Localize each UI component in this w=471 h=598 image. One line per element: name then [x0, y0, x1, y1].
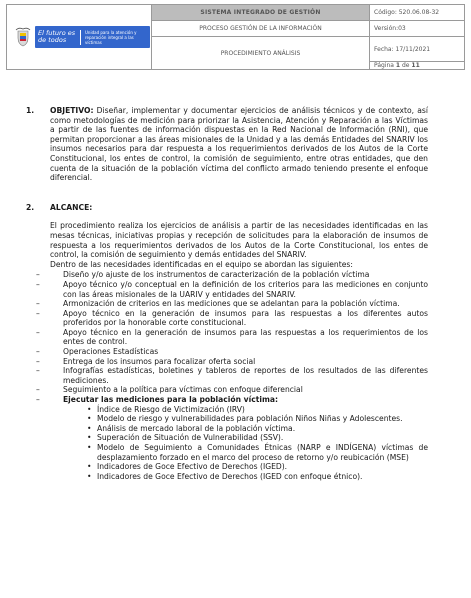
list-item: • Análisis de mercado laboral de la población víctima. [87, 423, 296, 433]
page-number: Página 1 de 11 [370, 62, 465, 70]
list-item: • Indicadores de Goce Efectivo de Derechos (IGED). [87, 462, 288, 472]
alcance-lead: Dentro de las necesidades identificadas en el equipo se abordan las siguientes: [50, 259, 353, 269]
measurements-list [63, 405, 428, 482]
list-item: – Apoyo técnico y/o conceptual en la definición de los criterios para las mediciones en conjunto con las áreas misionales de la UARIV y entidades del SNARIV. [36, 279, 428, 299]
list-item: – Entrega de los insumos para focalizar oferta social [36, 356, 256, 366]
section-alcance [26, 202, 428, 482]
alcance-intro: El procedimiento realiza los ejercicios de análisis a partir de las necesidades identificadas en las mesas técnicas, iniciativas propias y recepción de solicitudes para la elaboración de insumos de respuesta a los requerimientos derivados de los Autos de la Corte Constitucional, los entes de control, la comisión de seguimiento y demás entidades del SNARIV. [50, 221, 428, 260]
list-item: – Armonización de criterios en las mediciones que se adelantan para la población víctima. [36, 299, 400, 309]
page-current: 1 [395, 62, 401, 69]
list-item: • Indicadores de Goce Efectivo de Derechos (IGED con enfoque étnico). [87, 471, 363, 481]
page-total: 11 [411, 62, 420, 69]
brand-slogan: El futuro es de todos [38, 29, 76, 44]
objetivo-text: Diseñar, implementar y documentar ejercicios de análisis técnicos y de contexto, así como metodologías de medición para priorizar la Asistencia, Atención y Reparación a las Víctimas a partir de las fuentes de información dispuestas en la Red Nacional de Información (RNI), que permitan proporcionar a las áreas misionales de la Unidad y a las demás Entidades del SNARIV los insumos necesarios para dar respuesta a los requerimientos derivados de los Autos de la Corte Constitucional, los entes de control, la comisión de seguimiento, entre otras entidades, que den cuenta de la situación de la población víctima del conflicto armado teniendo presente el enfoque diferencial. [50, 106, 428, 183]
header-table [6, 4, 465, 70]
section-title: OBJETIVO: [50, 106, 94, 115]
document-version: Versión:03 [370, 21, 465, 37]
list-item: – Apoyo técnico en la generación de insumos para las respuestas a los diferentes autos proferidos por la honorable corte constitucional. [36, 308, 428, 328]
list-item: – Diseño y/o ajuste de los instrumentos de caracterización de la población víctima [36, 270, 370, 280]
brand-entity: Unidad para la atención y reparación integral a las víctimas [80, 30, 147, 45]
document-date: Fecha: 17/11/2021 [370, 37, 465, 62]
list-item: • Índice de Riesgo de Victimización (IRV) [87, 404, 245, 414]
list-item: • Superación de Situación de Vulnerabilidad (SSV). [87, 433, 284, 443]
coat-of-arms-icon [15, 27, 31, 47]
list-item-measurements: – Ejecutar las mediciones para la población víctima: • Índice de Riesgo de Victimización (IRV) • Modelo de riesgo y vulnerabilidades para población Niños Niñas y Adolescentes. • Análisis de mercado laboral de la población víctima. • Superación de Situación de Vulnerabilidad (SSV). • Modelo de Seguimiento a Comunidades Étnicas (NARP e INDÍGENA) víctimas de desplazamiento forzado en el marco del proceso de retorno y/o reubicación (MSE) • Indicadores de Goce Efectivo de Derechos (IGED). • Indicadores de Goce Efectivo de Derechos (IGED con enfoque étnico). [36, 395, 428, 481]
process-title: PROCESO GESTIÓN DE LA INFORMACIÓN [152, 21, 370, 37]
document-code: Código: 520.06.08-32 [370, 5, 465, 21]
list-item: • Modelo de Seguimiento a Comunidades Étnicas (NARP e INDÍGENA) víctimas de desplazamiento forzado en el marco del proceso de retorno y/o reubicación (MSE) [87, 443, 428, 462]
list-item: – Operaciones Estadísticas [36, 347, 159, 357]
list-item: – Seguimiento a la política para víctimas con enfoque diferencial [36, 385, 303, 395]
logo [7, 5, 151, 69]
section-objetivo [26, 106, 428, 183]
list-item: – Apoyo técnico en la generación de insumos para las respuestas a los requerimientos de los entes de control. [36, 327, 428, 347]
section-number: 2. [26, 202, 35, 212]
section-number: 1. [26, 106, 35, 115]
list-item: – Infografías estadísticas, boletines y tableros de reportes de los resultados de las diferentes mediciones. [36, 366, 428, 385]
document-header [6, 4, 465, 72]
section-title: ALCANCE: [50, 202, 93, 212]
objetivo-paragraph [50, 106, 428, 183]
needs-list [36, 270, 428, 481]
document-body [26, 106, 428, 481]
system-title: SISTEMA INTEGRADO DE GESTIÓN [152, 5, 370, 21]
brand-banner [35, 26, 150, 48]
logo-cell [7, 5, 152, 70]
procedure-title: PROCEDIMIENTO ANÁLISIS [152, 37, 370, 70]
list-item: • Modelo de riesgo y vulnerabilidades para población Niños Niñas y Adolescentes. [87, 414, 403, 424]
